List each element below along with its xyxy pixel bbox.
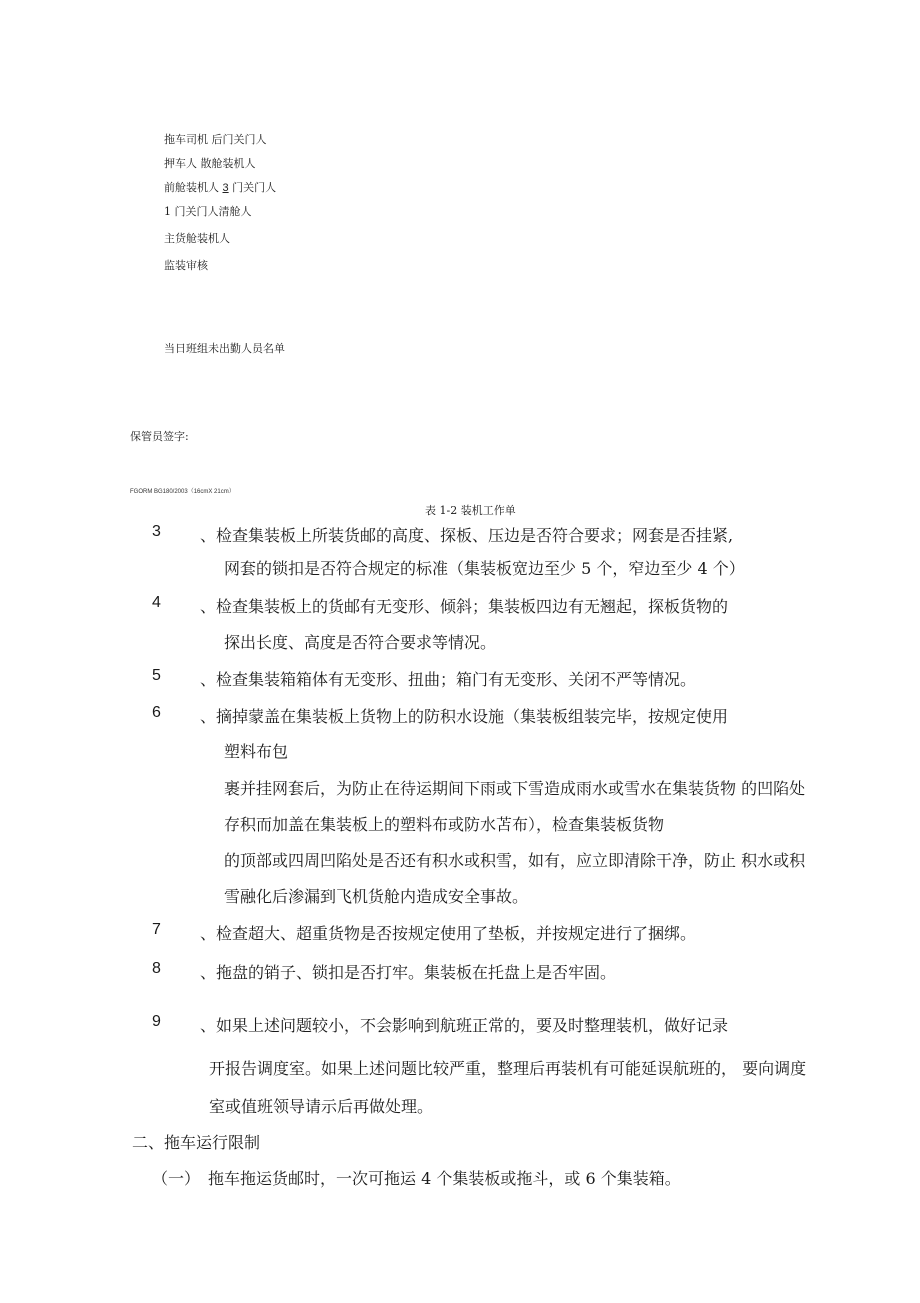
keeper-signature-label: 保管员签字: <box>130 430 189 443</box>
item-continuation: 网套的锁扣是否符合规定的标准（集装板宽边至少 5 个，窄边至少 4 个） <box>224 559 745 578</box>
form-line-escort: 押车人 散舱装机人 <box>164 157 256 170</box>
item-text: 、检查集装板上所装货邮的高度、探板、压边是否符合要求；网套是否挂紧, <box>200 526 734 545</box>
item-number: 7 <box>152 921 161 938</box>
form-line-front-hold-num: 3 <box>222 182 229 194</box>
item-text: 、拖盘的销子、锁扣是否打牢。集装板在托盘上是否牢固。 <box>200 963 617 982</box>
form-line-driver: 拖车司机 后门关门人 <box>164 133 267 146</box>
form-line-main-hold: 主货舱装机人 <box>164 232 230 245</box>
item-text: 、检查超大、超重货物是否按规定使用了垫板，并按规定进行了捆绑。 <box>200 924 697 943</box>
item-number: 9 <box>152 1013 161 1030</box>
item-text: 、如果上述问题较小，不会影响到航班正常的，要及时整理装机，做好记录 <box>200 1016 729 1035</box>
form-line-supervise: 监装审核 <box>164 259 208 272</box>
item-continuation: 探出长度、高度是否符合要求等情况。 <box>224 633 497 652</box>
item-continuation: 塑料布包 <box>224 742 289 761</box>
form-line-front-hold-a: 前舱装机人 <box>164 181 223 194</box>
item-continuation: 开报告调度室。如果上述问题比较严重，整理后再装机有可能延误航班的， 要向调度 <box>209 1059 807 1078</box>
form-code: FGORM BG180/2003（16cmX 21cm） <box>130 489 235 495</box>
section-item-text: 拖车拖运货邮时，一次可拖运 4 个集装板或拖斗，或 6 个集装箱。 <box>208 1169 681 1188</box>
item-text: 、检查集装箱箱体有无变形、扭曲；箱门有无变形、关闭不严等情况。 <box>200 670 697 689</box>
section-heading: 二、拖车运行限制 <box>132 1133 261 1152</box>
form-line-door1: 1 门关门人清舱人 <box>164 205 252 218</box>
item-continuation: 的顶部或四周凹陷处是否还有积水或积雪，如有，应立即清除干净，防止 积水或积 <box>224 851 806 870</box>
item-continuation: 雪融化后渗漏到飞机货舱内造成安全事故。 <box>224 887 529 906</box>
item-number: 6 <box>152 704 161 721</box>
form-line-front-hold-b: 门关门人 <box>228 181 277 194</box>
item-number: 5 <box>152 667 161 684</box>
item-continuation: 室或值班领导请示后再做处理。 <box>209 1097 434 1116</box>
item-number: 3 <box>152 523 161 540</box>
item-continuation: 裹并挂网套后，为防止在待运期间下雨或下雪造成雨水或雪水在集装货物 的凹陷处 <box>224 779 806 798</box>
form-line-front-hold <box>164 179 276 195</box>
item-number: 4 <box>152 594 161 611</box>
section-item-number: （一） <box>152 1169 201 1188</box>
item-text: 、摘掉蒙盖在集装板上货物上的防积水设施（集装板组装完毕，按规定使用 <box>200 707 729 726</box>
item-continuation: 存积而加盖在集装板上的塑料布或防水苫布），检查集装板货物 <box>224 815 665 834</box>
item-number: 8 <box>152 960 161 977</box>
absent-list-title: 当日班组未出勤人员名单 <box>164 342 285 355</box>
table-caption: 表 1-2 装机工作单 <box>425 504 516 517</box>
item-text: 、检查集装板上的货邮有无变形、倾斜；集装板四边有无翘起，探板货物的 <box>200 597 729 616</box>
